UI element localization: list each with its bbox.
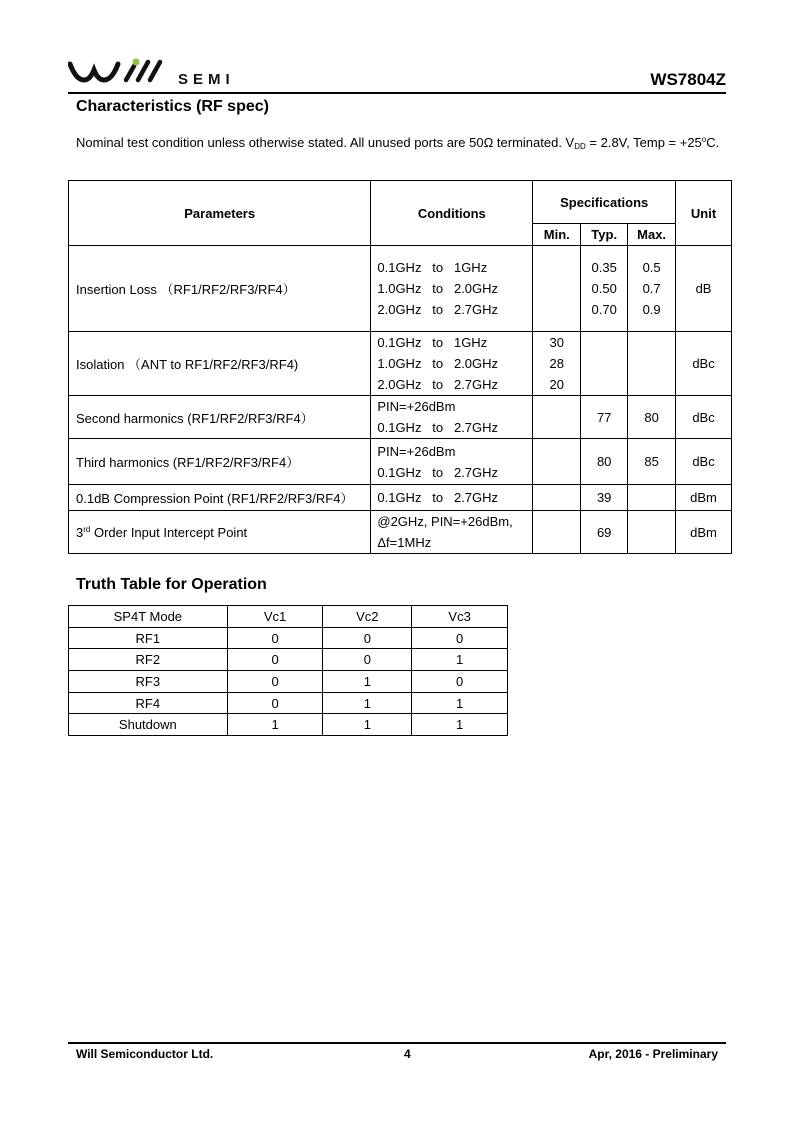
min-value: 28 xyxy=(549,356,564,371)
param-cell: Isolation （ANT to RF1/RF2/RF3/RF4) xyxy=(69,332,371,396)
vc3-cell: 1 xyxy=(412,692,508,714)
vdd-subscript: DD xyxy=(574,142,586,151)
header-vc3: Vc3 xyxy=(412,606,508,628)
intro-text-2: = 2.8V, Temp = +25 xyxy=(585,135,702,150)
logo-text: SEMI xyxy=(178,71,235,88)
min-cell xyxy=(533,332,581,396)
max-cell: 80 xyxy=(628,396,676,439)
typ-value: 0.35 xyxy=(591,260,617,275)
logo-mark xyxy=(68,58,178,86)
condition-line: 1.0GHz to 2.0GHz xyxy=(377,281,499,296)
vc1-cell: 1 xyxy=(227,714,323,736)
test-condition-note xyxy=(76,129,724,157)
intro-text-3: C. xyxy=(706,135,720,150)
vc1-cell: 0 xyxy=(227,692,323,714)
table-row xyxy=(69,692,508,714)
param-cell: Third harmonics (RF1/RF2/RF3/RF4） xyxy=(69,439,371,485)
conditions-cell xyxy=(371,332,533,396)
condition-line: 0.1GHz to 2.7GHz xyxy=(377,420,499,435)
table-row xyxy=(69,439,732,485)
vc3-cell: 0 xyxy=(412,671,508,693)
table-header-row xyxy=(69,181,732,224)
typ-cell: 39 xyxy=(581,485,628,511)
table-row xyxy=(69,649,508,671)
vc1-cell: 0 xyxy=(227,671,323,693)
min-cell xyxy=(533,246,581,332)
header-specifications: Specifications xyxy=(533,181,676,224)
min-value: 20 xyxy=(549,377,564,392)
degree-superscript: o xyxy=(701,135,707,144)
unit-cell: dB xyxy=(676,246,732,332)
unit-cell: dBm xyxy=(676,511,732,554)
condition-line: 0.1GHz to 2.7GHz xyxy=(377,464,499,480)
vc1-cell: 0 xyxy=(227,627,323,649)
footer-company: Will Semiconductor Ltd. xyxy=(76,1047,214,1061)
rf-section-title: Characteristics (RF spec) xyxy=(76,98,269,115)
typ-cell xyxy=(581,332,628,396)
vc3-cell: 0 xyxy=(412,627,508,649)
param-cell: 0.1dB Compression Point (RF1/RF2/RF3/RF4） xyxy=(69,485,371,511)
header-mode: SP4T Mode xyxy=(69,606,228,628)
max-value: 0.5 xyxy=(642,260,661,275)
max-cell: 85 xyxy=(628,439,676,485)
header-parameters: Parameters xyxy=(69,181,371,246)
header-min: Min. xyxy=(533,224,581,246)
min-cell xyxy=(533,439,581,485)
unit-cell: dBc xyxy=(676,439,732,485)
table-row xyxy=(69,332,732,396)
mode-cell: RF1 xyxy=(69,627,228,649)
max-cell xyxy=(628,246,676,332)
min-cell xyxy=(533,396,581,439)
max-cell xyxy=(628,332,676,396)
typ-cell: 80 xyxy=(581,439,628,485)
unit-cell: dBm xyxy=(676,485,732,511)
table-row xyxy=(69,627,508,649)
param-cell: Insertion Loss （RF1/RF2/RF3/RF4） xyxy=(69,246,371,332)
table-row xyxy=(69,396,732,439)
conditions-cell xyxy=(371,511,533,554)
intro-text-1: Nominal test condition unless otherwise stated. All unused ports are 50Ω terminated. V xyxy=(76,135,575,150)
conditions-cell xyxy=(371,396,533,439)
vc1-cell: 0 xyxy=(227,649,323,671)
footer-date: Apr, 2016 - Preliminary xyxy=(588,1047,718,1061)
header-conditions: Conditions xyxy=(371,181,533,246)
vc3-cell: 1 xyxy=(412,649,508,671)
condition-line: 0.1GHz to 1GHz xyxy=(377,260,488,275)
truth-table xyxy=(68,605,508,736)
param-cell: Second harmonics (RF1/RF2/RF3/RF4） xyxy=(69,396,371,439)
table-row xyxy=(69,485,732,511)
condition-line: 0.1GHz to 1GHz xyxy=(377,335,488,350)
unit-cell: dBc xyxy=(676,332,732,396)
min-cell xyxy=(533,485,581,511)
table-row xyxy=(69,246,732,332)
typ-value: 0.50 xyxy=(591,281,617,296)
condition-line: 2.0GHz to 2.7GHz xyxy=(377,377,499,392)
condition-line: Δf=1MHz xyxy=(377,535,432,550)
table-row xyxy=(69,714,508,736)
typ-cell: 77 xyxy=(581,396,628,439)
page-header xyxy=(68,58,726,96)
vc3-cell: 1 xyxy=(412,714,508,736)
condition-line: PIN=+26dBm xyxy=(377,399,456,414)
typ-value: 0.70 xyxy=(591,302,617,317)
conditions-cell xyxy=(371,439,533,485)
header-divider xyxy=(68,92,726,94)
vc2-cell: 0 xyxy=(323,627,412,649)
header-max: Max. xyxy=(628,224,676,246)
min-value: 30 xyxy=(549,335,564,350)
header-vc2: Vc2 xyxy=(323,606,412,628)
conditions-cell xyxy=(371,485,533,511)
condition-line: 1.0GHz to 2.0GHz xyxy=(377,356,499,371)
mode-cell: RF4 xyxy=(69,692,228,714)
min-cell xyxy=(533,511,581,554)
typ-cell xyxy=(581,246,628,332)
condition-line: PIN=+26dBm xyxy=(377,443,456,459)
condition-line: 2.0GHz to 2.7GHz xyxy=(377,302,499,317)
mode-cell: RF3 xyxy=(69,671,228,693)
truth-header-row xyxy=(69,606,508,628)
max-cell xyxy=(628,485,676,511)
condition-line: @2GHz, PIN=+26dBm, xyxy=(377,514,513,529)
table-row xyxy=(69,511,732,554)
page-number: 4 xyxy=(404,1047,411,1061)
vc2-cell: 0 xyxy=(323,649,412,671)
mode-cell: Shutdown xyxy=(69,714,228,736)
company-logo xyxy=(68,58,258,90)
mode-cell: RF2 xyxy=(69,649,228,671)
ordinal-superscript: rd xyxy=(83,524,91,534)
conditions-cell xyxy=(371,246,533,332)
vc2-cell: 1 xyxy=(323,692,412,714)
header-typ: Typ. xyxy=(581,224,628,246)
typ-cell: 69 xyxy=(581,511,628,554)
param-cell xyxy=(69,511,371,554)
header-vc1: Vc1 xyxy=(227,606,323,628)
condition-line: 0.1GHz to 2.7GHz xyxy=(377,490,499,505)
rf-spec-table xyxy=(68,180,732,554)
vc2-cell: 1 xyxy=(323,714,412,736)
table-row xyxy=(69,671,508,693)
max-value: 0.7 xyxy=(642,281,661,296)
truth-table-title: Truth Table for Operation xyxy=(76,576,267,593)
unit-cell: dBc xyxy=(676,396,732,439)
header-unit: Unit xyxy=(676,181,732,246)
vc2-cell: 1 xyxy=(323,671,412,693)
max-cell xyxy=(628,511,676,554)
max-value: 0.9 xyxy=(642,302,661,317)
footer-divider xyxy=(68,1042,726,1044)
param-prefix: 3 xyxy=(76,524,84,540)
document-id: WS7804Z xyxy=(650,70,726,89)
param-rest: Order Input Intercept Point xyxy=(90,524,248,540)
